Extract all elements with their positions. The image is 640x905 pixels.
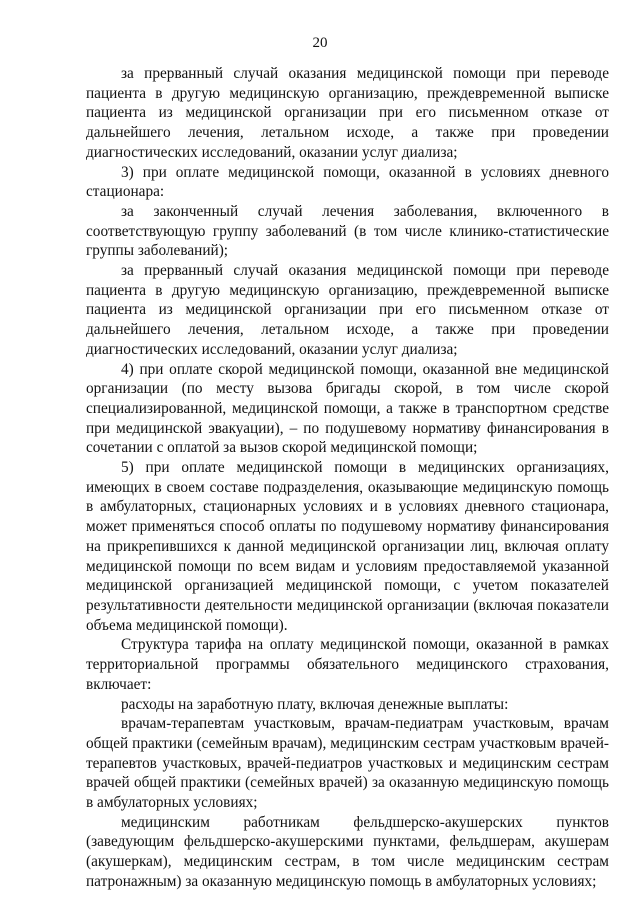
paragraph-interrupted-case-day-hospital: за прерванный случай оказания медицинской помощи при переводе пациента в другую медицинскую организацию, преждевременной выписке пациента из медицинской организации при его письменном отказе от дальнейшего лечения, летальном исходе, а также при проведении диагностических исследований, оказании услуг диализа; bbox=[86, 262, 609, 358]
paragraph-interrupted-case-hospital: за прерванный случай оказания медицинской помощи при переводе пациента в другую медицинскую организацию, преждевременной выписке пациента из медицинской организации при его письменном отказе от дальнейшего лечения, летальном исходе, а также при проведении диагностических исследований, оказании услуг диализа; bbox=[86, 65, 609, 161]
page-number: 20 bbox=[312, 35, 328, 51]
paragraph-completed-case: за законченный случай лечения заболевания, включенного в соответствующую группу заболеваний (в том числе клинико-статистические группы заболеваний); bbox=[86, 202, 609, 260]
paragraph-district-doctors: врачам-терапевтам участковым, врачам-педиатрам участковым, врачам общей практики (семейным врачам), медицинским сестрам участковым врачей-терапевтов участковых, врачей-педиатров участковых и медицинским сестрам врачей общей практики (семейных врачей) за оказанную медицинскую помощь в амбулаторных условиях; bbox=[86, 715, 609, 812]
paragraph-item-4-ambulance: 4) при оплате скорой медицинской помощи, оказанной вне медицинской организации (по месту вызова бригады скорой, в том числе скорой специализированной, медицинской помощи, а также в транспортном средстве при медицинской эвакуации), – по подушевому нормативу финансирования в сочетании с оплатой за вызов скорой медицинской помощи; bbox=[86, 360, 609, 457]
paragraph-tariff-structure: Структура тарифа на оплату медицинской помощи, оказанной в рамках территориальной программы обязательного медицинского страхования, включает: bbox=[86, 636, 609, 693]
paragraph-feldsher-points: медицинским работникам фельдшерско-акушерских пунктов (заведующим фельдшерско-акушерскими пунктами, фельдшерам, акушерам (акушеркам), медицинским сестрам, в том числе медицинским сестрам патронажным) за оказанную медицинскую помощь в амбулаторных условиях; bbox=[86, 813, 609, 890]
paragraph-item-5-per-capita: 5) при оплате медицинской помощи в медицинских организациях, имеющих в своем составе подразделения, оказывающие медицинскую помощь в амбулаторных, стационарных условиях и в условиях дневного стационара, может применяться способ оплаты по подушевому нормативу финансирования на прикрепившихся к данной медицинской организации лиц, включая оплату медицинской помощи по всем видам и условиям предоставляемой указанной медицинской организацией медицинской помощи, с учетом показателей результативности деятельности медицинской организации (включая показатели объема медицинской помощи). bbox=[86, 459, 609, 634]
document-body bbox=[86, 64, 609, 892]
paragraph-salary-expenses: расходы на заработную плату, включая денежные выплаты: bbox=[121, 695, 509, 713]
paragraph-item-3-day-hospital: 3) при оплате медицинской помощи, оказанной в условиях дневного стационара: bbox=[86, 163, 609, 201]
